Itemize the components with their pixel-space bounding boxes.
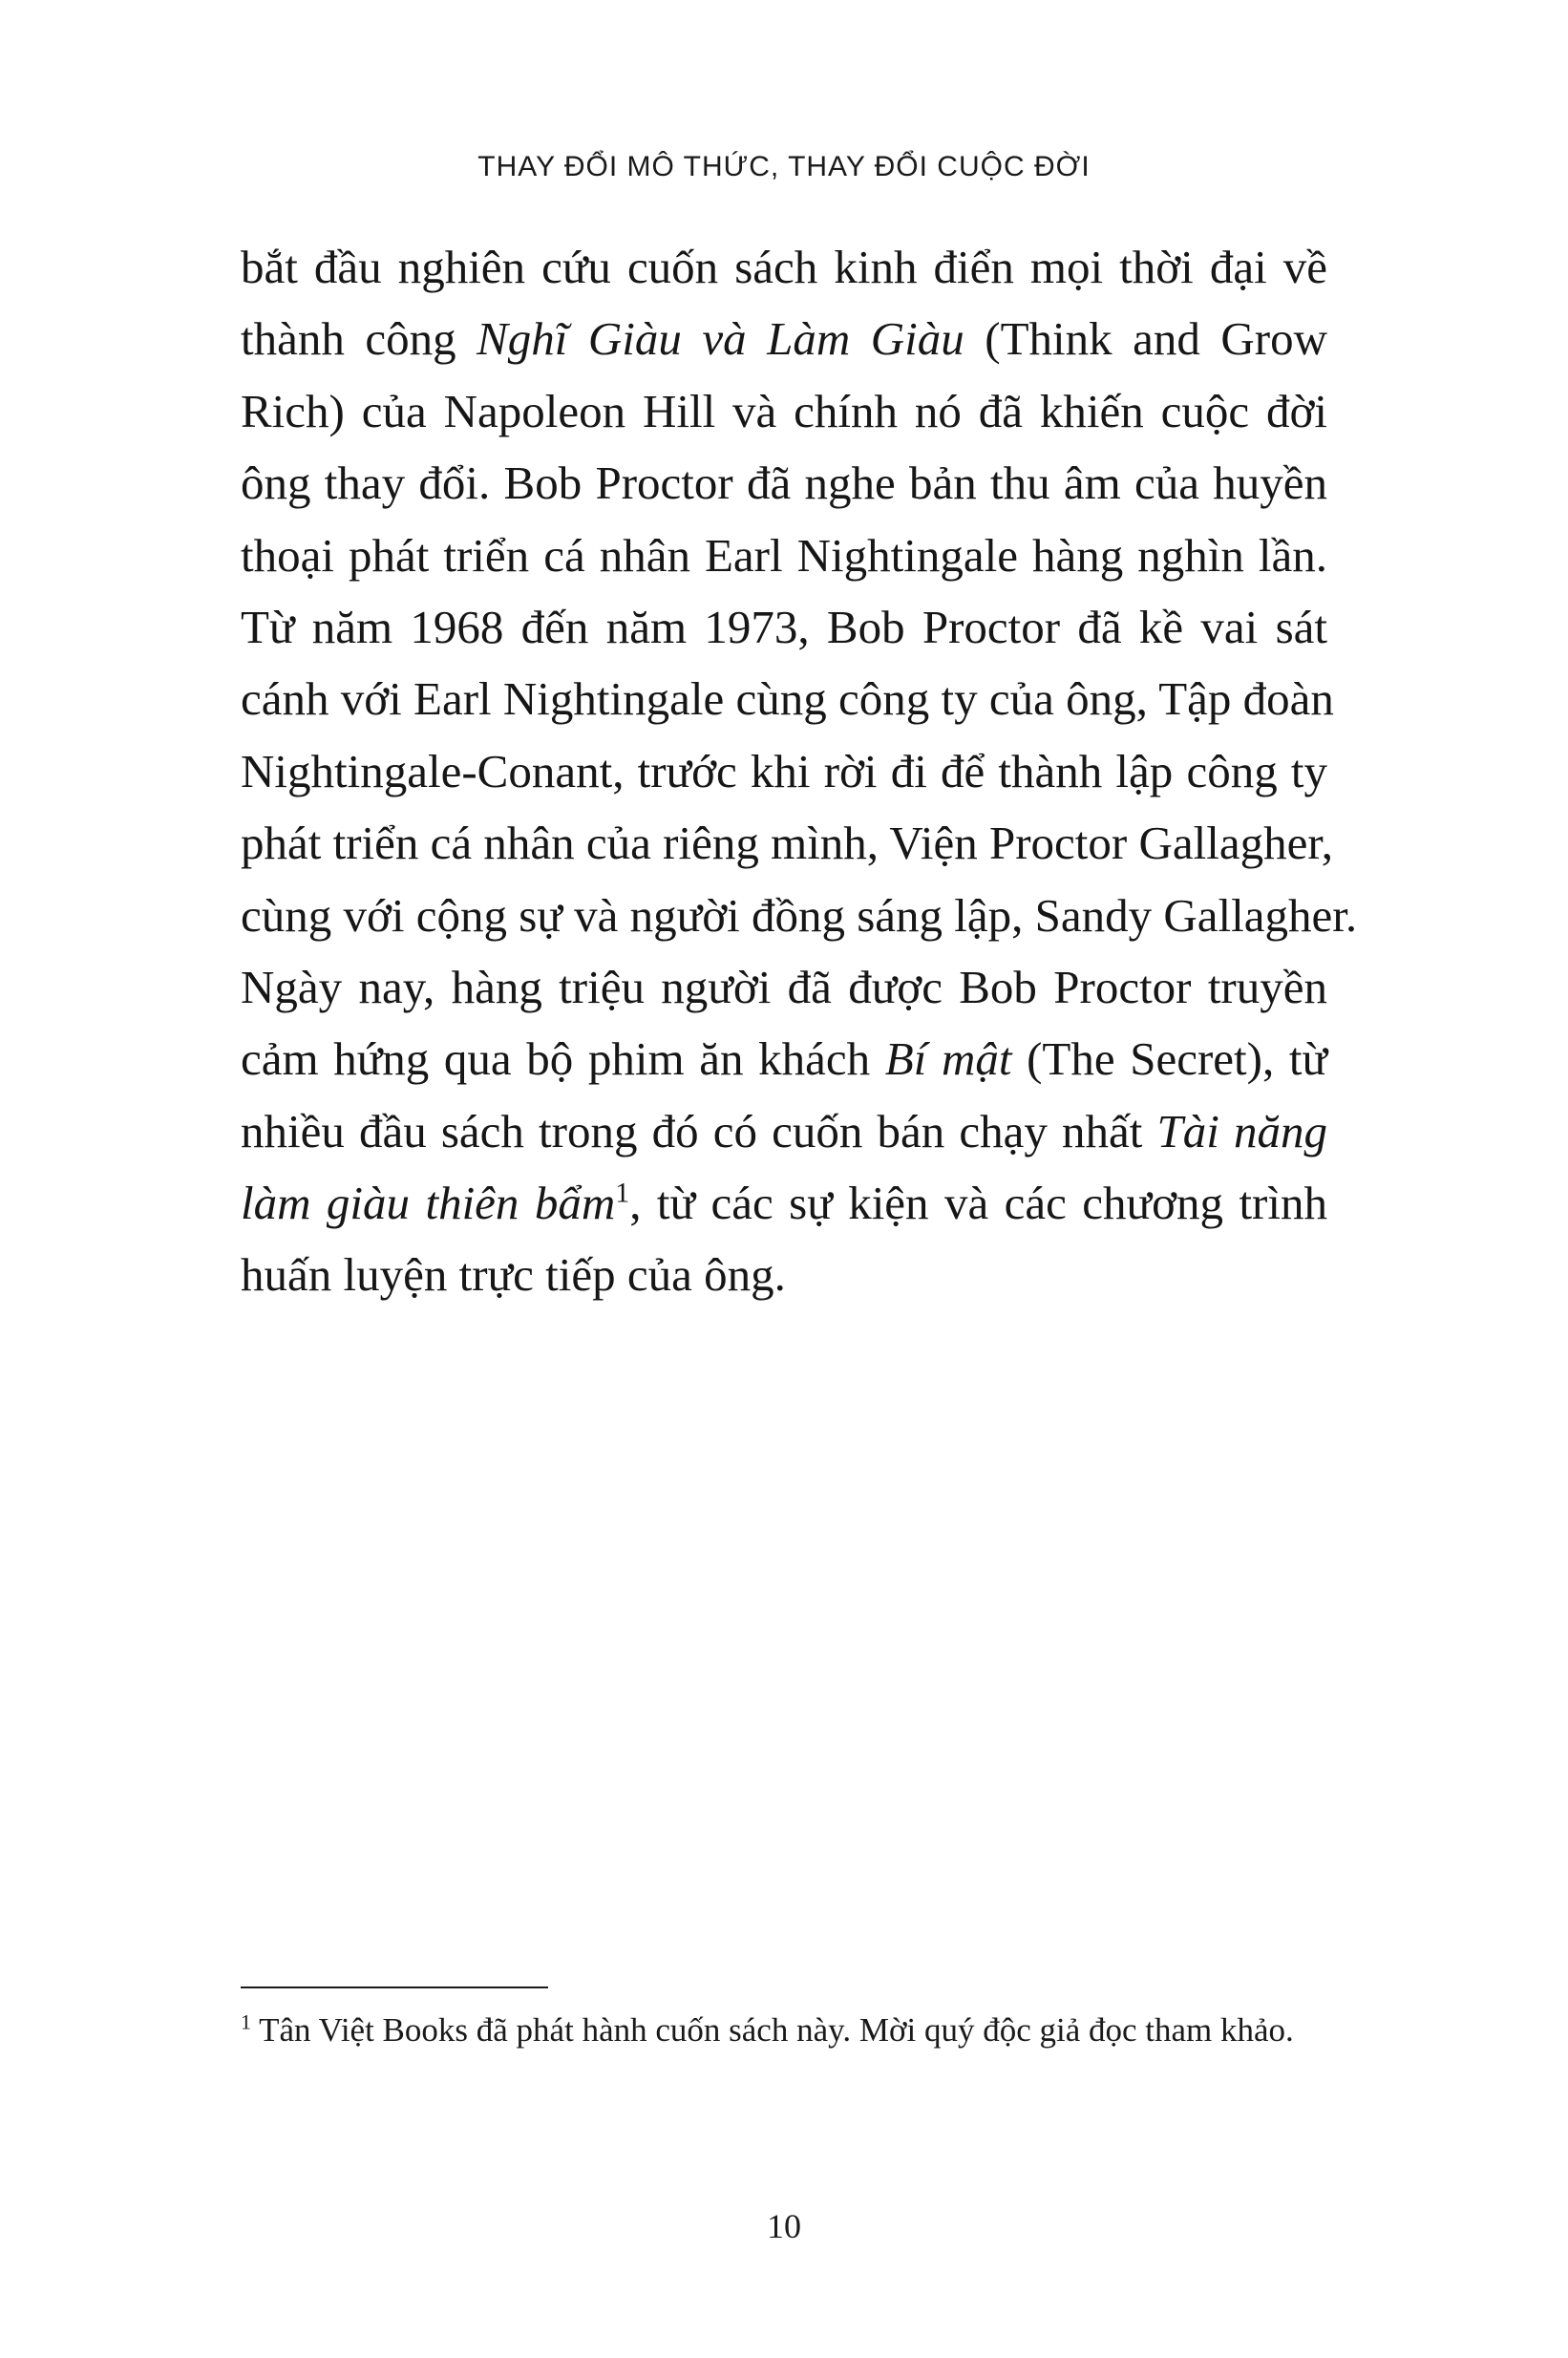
footnote-marker: 1: [241, 2009, 251, 2034]
text-line: Rich) của Napoleon Hill và chính nó đã khiến cuộc đời: [241, 384, 1327, 437]
footnote-reference: 1: [615, 1177, 630, 1209]
footnote: [241, 2005, 1327, 2056]
book-title-italic: Tài năng: [1156, 1104, 1327, 1158]
text-line: nhiều đầu sách trong đó có cuốn bán chạy nhất Tài năng: [241, 1104, 1327, 1158]
text-line: phát triển cá nhân của riêng mình, Viện Proctor Gallagher,: [241, 817, 1333, 870]
running-header: THAY ĐỔI MÔ THỨC, THAY ĐỔI CUỘC ĐỜI: [477, 151, 1091, 182]
text-line: Ngày nay, hàng triệu người đã được Bob Proctor truyền: [241, 960, 1327, 1013]
text-line: ông thay đổi. Bob Proctor đã nghe bản thu âm của huyền: [241, 457, 1327, 510]
footnote-divider: [241, 1986, 548, 1988]
footnote-text: Tân Việt Books đã phát hành cuốn sách này. Mời quý độc giả đọc tham khảo.: [251, 2011, 1294, 2049]
body-paragraph: [241, 231, 1358, 1311]
text-line: Từ năm 1968 đến năm 1973, Bob Proctor đã kề vai sát: [241, 600, 1327, 653]
text-line: huấn luyện trực tiếp của ông.: [241, 1248, 786, 1302]
text-line: bắt đầu nghiên cứu cuốn sách kinh điển mọi thời đại về: [241, 241, 1327, 293]
text-line: cảm hứng qua bộ phim ăn khách Bí mật (The Secret), từ: [241, 1032, 1327, 1086]
text-line: cánh với Earl Nightingale cùng công ty của ông, Tập đoàn: [241, 672, 1334, 726]
text-line: làm giàu thiên bẩm$^1$, từ các sự kiện và các chương trình: [241, 1177, 1327, 1230]
text-line: thành công Nghĩ Giàu và Làm Giàu (Think and Grow: [241, 312, 1327, 366]
film-title-italic: Bí mật: [884, 1032, 1012, 1086]
page-number: 10: [767, 2207, 801, 2245]
text-line: thoại phát triển cá nhân Earl Nightingale hàng nghìn lần.: [241, 528, 1327, 582]
book-title-italic: làm giàu thiên bẩm: [241, 1177, 616, 1230]
text-line: Nightingale-Conant, trước khi rời đi để thành lập công ty: [241, 744, 1327, 797]
text-line: cùng với cộng sự và người đồng sáng lập, Sandy Gallagher.: [241, 888, 1358, 942]
book-title-italic: Nghĩ Giàu và Làm Giàu: [477, 312, 964, 366]
